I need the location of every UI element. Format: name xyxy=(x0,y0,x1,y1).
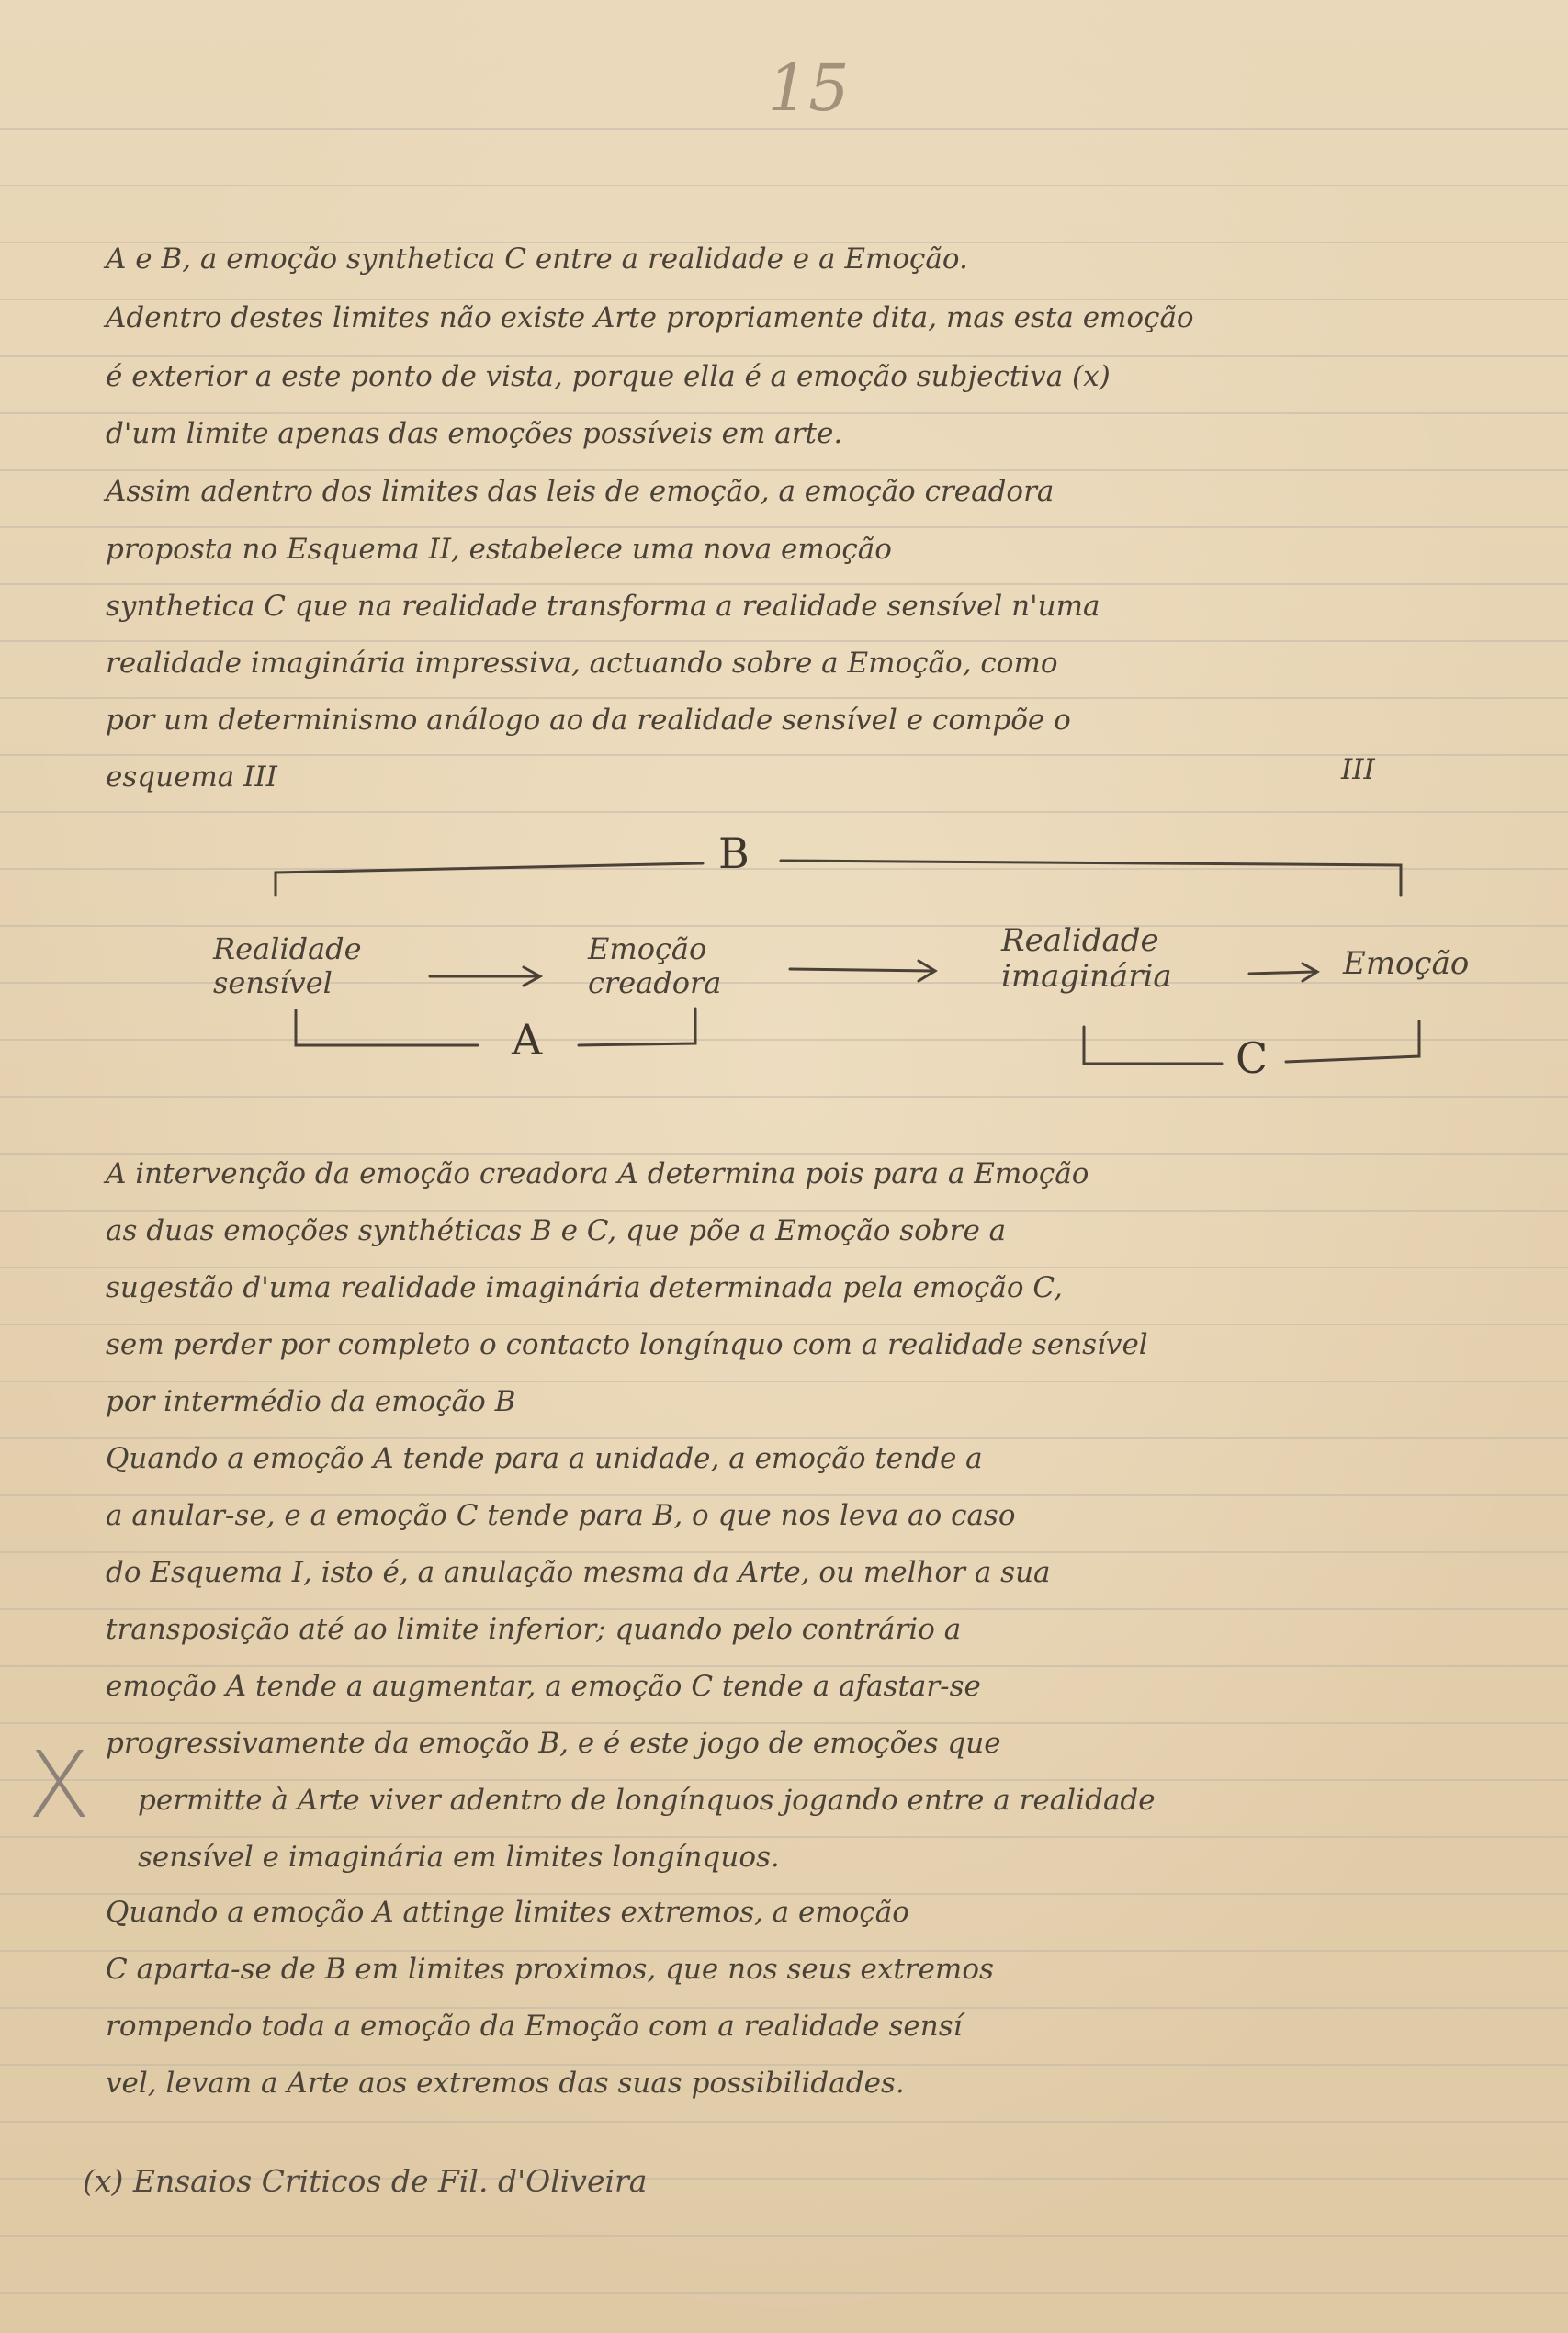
node-line-1: Emoção xyxy=(588,931,707,966)
text-line: vel, levam a Arte aos extremos das suas possibilidades. xyxy=(106,2067,905,2100)
text-line: A e B, a emoção synthetica C entre a realidade e a Emoção. xyxy=(106,242,968,276)
text-line: do Esquema I, isto é, a anulação mesma da Arte, ou melhor a sua xyxy=(106,1556,1051,1589)
node-line-2: sensível xyxy=(213,964,333,1000)
text-line: proposta no Esquema II, estabelece uma nova emoção xyxy=(106,533,892,566)
roman-numeral: III xyxy=(1341,753,1375,786)
page-number: 15 xyxy=(767,51,850,126)
text-line: esquema III xyxy=(106,761,277,794)
node-line-2: imaginária xyxy=(1001,958,1172,996)
text-line: C aparta-se de B em limites proximos, que nos seus extremos xyxy=(106,1953,994,1986)
footnote: (x) Ensaios Criticos de Fil. d'Oliveira xyxy=(83,2163,648,2199)
text-line: as duas emoções synthéticas B e C, que põe a Emoção sobre a xyxy=(106,1214,1007,1247)
text-line: sem perder por completo o contacto longínquo com a realidade sensível xyxy=(106,1328,1148,1361)
text-line: Quando a emoção A attinge limites extremos, a emoção xyxy=(106,1896,909,1929)
text-line: progressivamente da emoção B, e é este jogo de emoções que xyxy=(106,1727,1001,1760)
margin-cross-mark: X xyxy=(28,1731,91,1839)
node-line-1: Realidade xyxy=(213,931,362,966)
text-line: Adentro destes limites não existe Arte propriamente dita, mas esta emoção xyxy=(106,301,1194,334)
text-line: transposição até ao limite inferior; quando pelo contrário a xyxy=(106,1613,962,1646)
text-line: permitte à Arte viver adentro de longínquos jogando entre a realidade xyxy=(138,1784,1156,1817)
text-line: Assim adentro dos limites das leis de emoção, a emoção creadora xyxy=(106,475,1055,508)
diagram-node xyxy=(588,932,721,1000)
bracket-label-c: C xyxy=(1235,1033,1269,1083)
text-line: Quando a emoção A tende para a unidade, a emoção tende a xyxy=(106,1442,983,1475)
text-line: por intermédio da emoção B xyxy=(106,1385,516,1418)
text-line: sensível e imaginária em limites longínquos. xyxy=(138,1841,780,1874)
node-line-1: Emoção xyxy=(1343,945,1470,982)
diagram-node xyxy=(1001,923,1172,995)
bracket-label-a: A xyxy=(512,1015,543,1065)
text-line: sugestão d'uma realidade imaginária determinada pela emoção C, xyxy=(106,1271,1063,1304)
text-line: por um determinismo análogo ao da realidade sensível e compõe o xyxy=(106,704,1071,737)
text-line: rompendo toda a emoção da Emoção com a realidade sensí xyxy=(106,2010,963,2043)
text-line: é exterior a este ponto de vista, porque ella é a emoção subjectiva (x) xyxy=(106,360,1111,393)
text-line: a anular-se, e a emoção C tende para B, o que nos leva ao caso xyxy=(106,1499,1016,1532)
diagram-node xyxy=(1343,946,1469,982)
text-line: realidade imaginária impressiva, actuando sobre a Emoção, como xyxy=(106,647,1058,680)
bracket-label-b: B xyxy=(718,828,750,878)
text-line: emoção A tende a augmentar, a emoção C tende a afastar-se xyxy=(106,1670,981,1703)
diagram-node xyxy=(213,932,362,1000)
node-line-2: creadora xyxy=(588,964,722,1000)
text-line: d'um limite apenas das emoções possíveis em arte. xyxy=(106,417,843,450)
node-line-1: Realidade xyxy=(1001,922,1159,959)
text-line: synthetica C que na realidade transforma a realidade sensível n'uma xyxy=(106,590,1100,623)
text-line: A intervenção da emoção creadora A determina pois para a Emoção xyxy=(106,1157,1089,1190)
